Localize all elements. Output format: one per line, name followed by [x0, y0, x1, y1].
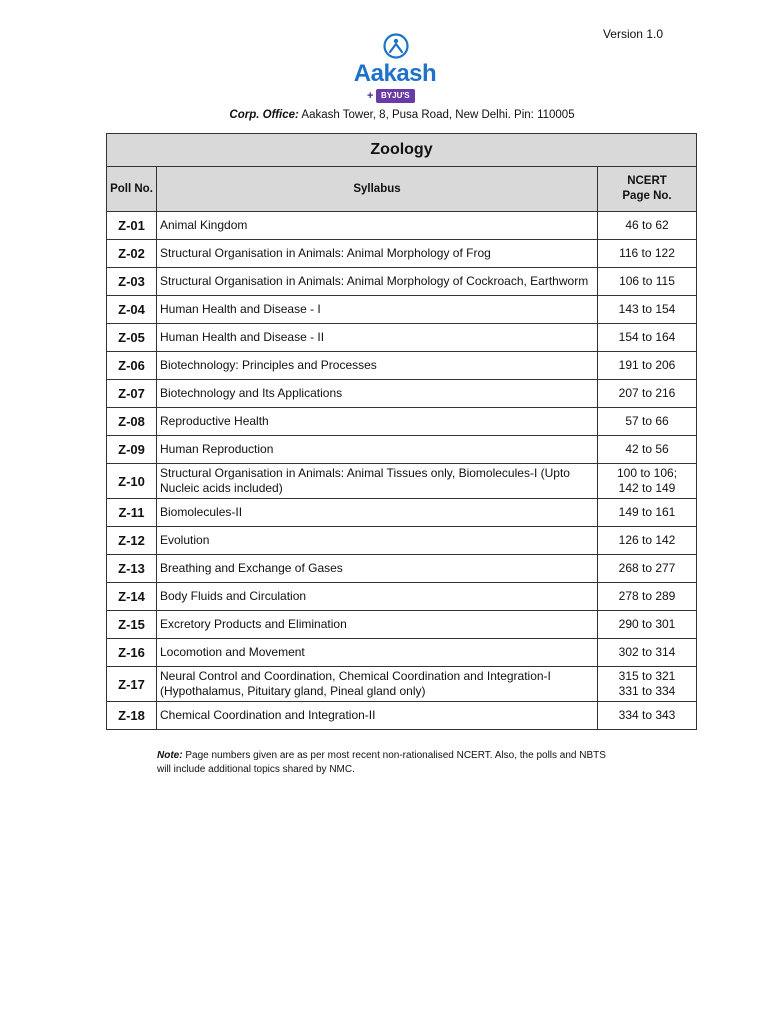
syllabus-cell [157, 324, 598, 352]
table-title: Zoology [107, 134, 697, 167]
ncert-pages-text: 302 to 314 [618, 645, 676, 659]
table-row [107, 527, 697, 555]
syllabus-text: Structural Organisation in Animals: Animal Tissues only, Biomolecules-I (Upto [160, 466, 570, 480]
ncert-pages-cell [598, 555, 697, 583]
ncert-pages-text: 46 to 62 [625, 218, 669, 232]
syllabus-text: Biotechnology and Its Applications [160, 386, 343, 400]
table-row [107, 212, 697, 240]
table-row [107, 667, 697, 702]
ncert-pages-cell [598, 527, 697, 555]
ncert-pages-text: 42 to 56 [625, 442, 669, 456]
ncert-pages-cell [598, 667, 697, 702]
syllabus-cell [157, 212, 598, 240]
syllabus-text: Body Fluids and Circulation [160, 589, 307, 603]
ncert-pages-cell [598, 352, 697, 380]
logo-plus: + [367, 90, 374, 102]
syllabus-text: Human Health and Disease - II [160, 330, 325, 344]
header-syllabus: Syllabus [157, 167, 598, 212]
syllabus-text: Reproductive Health [160, 414, 269, 428]
syllabus-text: (Hypothalamus, Pituitary gland, Pineal gland only) [160, 684, 426, 698]
syllabus-cell [157, 268, 598, 296]
aakash-byjus-logo [345, 32, 445, 108]
syllabus-text: Structural Organisation in Animals: Animal Morphology of Frog [160, 246, 491, 260]
syllabus-text: Evolution [160, 533, 210, 547]
ncert-pages-text: 207 to 216 [618, 386, 676, 400]
syllabus-text: Human Health and Disease - I [160, 302, 321, 316]
poll-number: Z-12 [107, 527, 157, 555]
logo-badge: BYJU'S [376, 89, 415, 103]
table-row [107, 268, 697, 296]
syllabus-text: Human Reproduction [160, 442, 274, 456]
ncert-pages-text: 191 to 206 [618, 358, 676, 372]
ncert-pages-cell [598, 639, 697, 667]
header-ncert-line1: NCERT [627, 175, 667, 187]
ncert-pages-text: 116 to 122 [619, 246, 675, 260]
syllabus-cell [157, 527, 598, 555]
poll-number: Z-09 [107, 436, 157, 464]
ncert-pages-cell [598, 268, 697, 296]
aakash-logo-icon [382, 32, 410, 60]
ncert-pages-text: 106 to 115 [619, 274, 675, 288]
ncert-pages-text: 334 to 343 [618, 708, 676, 722]
table-body [107, 212, 697, 730]
table-row [107, 611, 697, 639]
poll-number: Z-11 [107, 499, 157, 527]
syllabus-text: Structural Organisation in Animals: Animal Morphology of Cockroach, Earthworm [160, 274, 589, 288]
table-row [107, 352, 697, 380]
corp-office-line [0, 109, 768, 121]
poll-number: Z-17 [107, 667, 157, 702]
ncert-pages-cell [598, 702, 697, 730]
note [157, 749, 607, 777]
logo-wordmark: Aakash [353, 60, 437, 87]
syllabus-cell [157, 555, 598, 583]
poll-number: Z-14 [107, 583, 157, 611]
poll-number: Z-08 [107, 408, 157, 436]
table-row [107, 408, 697, 436]
corp-office-label: Corp. Office: [229, 109, 299, 121]
poll-number: Z-01 [107, 212, 157, 240]
ncert-pages-text: 100 to 106; [616, 466, 678, 480]
poll-number: Z-05 [107, 324, 157, 352]
table-row [107, 324, 697, 352]
ncert-pages-cell [598, 464, 697, 499]
syllabus-text: Locomotion and Movement [160, 645, 305, 659]
poll-number: Z-16 [107, 639, 157, 667]
poll-number: Z-18 [107, 702, 157, 730]
table-row [107, 464, 697, 499]
syllabus-text: Chemical Coordination and Integration-II [160, 708, 376, 722]
ncert-pages-text: 143 to 154 [618, 302, 676, 316]
poll-number: Z-03 [107, 268, 157, 296]
syllabus-text: Biomolecules-II [160, 505, 243, 519]
syllabus-cell [157, 499, 598, 527]
syllabus-cell [157, 611, 598, 639]
syllabus-cell [157, 639, 598, 667]
ncert-pages-cell [598, 296, 697, 324]
ncert-pages-text: 331 to 334 [618, 684, 676, 698]
ncert-pages-cell [598, 324, 697, 352]
syllabus-text: Breathing and Exchange of Gases [160, 561, 343, 575]
poll-number: Z-04 [107, 296, 157, 324]
ncert-pages-cell [598, 380, 697, 408]
note-text: Page numbers given are as per most recent non-rationalised NCERT. Also, the polls and NBTS will include additional topics shared by NMC. [157, 750, 606, 775]
ncert-pages-text: 126 to 142 [618, 533, 676, 547]
ncert-pages-cell [598, 240, 697, 268]
syllabus-cell [157, 702, 598, 730]
ncert-pages-cell [598, 212, 697, 240]
syllabus-text: Nucleic acids included) [160, 481, 283, 495]
ncert-pages-cell [598, 611, 697, 639]
table-row [107, 499, 697, 527]
table-row [107, 296, 697, 324]
poll-number: Z-02 [107, 240, 157, 268]
table-row [107, 436, 697, 464]
header-poll: Poll No. [107, 167, 157, 212]
ncert-pages-text: 142 to 149 [618, 481, 676, 495]
poll-number: Z-10 [107, 464, 157, 499]
syllabus-text: Excretory Products and Elimination [160, 617, 347, 631]
table-row [107, 702, 697, 730]
ncert-pages-cell [598, 583, 697, 611]
syllabus-text: Animal Kingdom [160, 218, 248, 232]
syllabus-cell [157, 408, 598, 436]
table-row [107, 380, 697, 408]
table-row [107, 555, 697, 583]
syllabus-cell [157, 352, 598, 380]
syllabus-cell [157, 464, 598, 499]
version-label: Version 1.0 [602, 27, 663, 41]
poll-number: Z-07 [107, 380, 157, 408]
syllabus-cell [157, 667, 598, 702]
syllabus-cell [157, 296, 598, 324]
ncert-pages-cell [598, 436, 697, 464]
ncert-pages-text: 315 to 321 [618, 669, 676, 683]
table-row [107, 639, 697, 667]
poll-number: Z-06 [107, 352, 157, 380]
syllabus-cell [157, 583, 598, 611]
syllabus-cell [157, 240, 598, 268]
header-ncert-line2: Page No. [622, 190, 672, 202]
table-row [107, 240, 697, 268]
syllabus-text: Neural Control and Coordination, Chemical Coordination and Integration-I [160, 669, 551, 683]
syllabus-table [106, 133, 697, 730]
ncert-pages-text: 290 to 301 [618, 617, 676, 631]
note-label: Note: [157, 750, 183, 761]
header-ncert [598, 167, 697, 212]
syllabus-text: Biotechnology: Principles and Processes [160, 358, 377, 372]
poll-number: Z-15 [107, 611, 157, 639]
syllabus-cell [157, 380, 598, 408]
poll-number: Z-13 [107, 555, 157, 583]
corp-office-address: Aakash Tower, 8, Pusa Road, New Delhi. Pin: 110005 [301, 109, 575, 121]
ncert-pages-text: 149 to 161 [618, 505, 676, 519]
table-row [107, 583, 697, 611]
ncert-pages-cell [598, 408, 697, 436]
ncert-pages-text: 268 to 277 [618, 561, 676, 575]
syllabus-cell [157, 436, 598, 464]
ncert-pages-cell [598, 499, 697, 527]
ncert-pages-text: 57 to 66 [625, 414, 669, 428]
ncert-pages-text: 278 to 289 [618, 589, 676, 603]
ncert-pages-text: 154 to 164 [618, 330, 676, 344]
